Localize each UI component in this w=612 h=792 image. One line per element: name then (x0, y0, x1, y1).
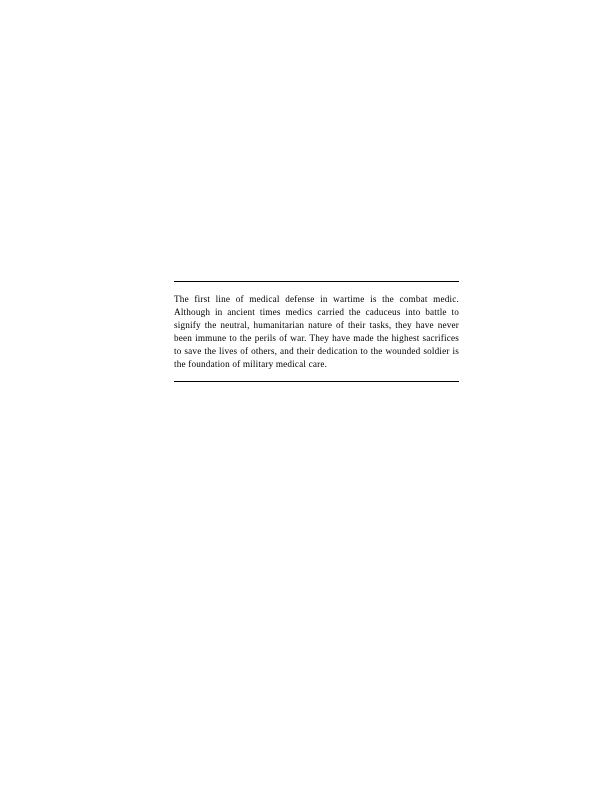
pullquote-top-rule (174, 281, 459, 282)
pullquote-text: The first line of medical defense in wartime is the combat medic. Although in ancient times medics carried the caduceus into battle to signify the neutral, humanitarian nature of their tasks, they have never been immune to the perils of war. They have made the highest sacrifices to save the lives of others, and their dedication to the wounded soldier is the foundation of military medical care. (174, 294, 459, 370)
pullquote-bottom-rule (174, 381, 459, 382)
pullquote-block (174, 281, 459, 382)
